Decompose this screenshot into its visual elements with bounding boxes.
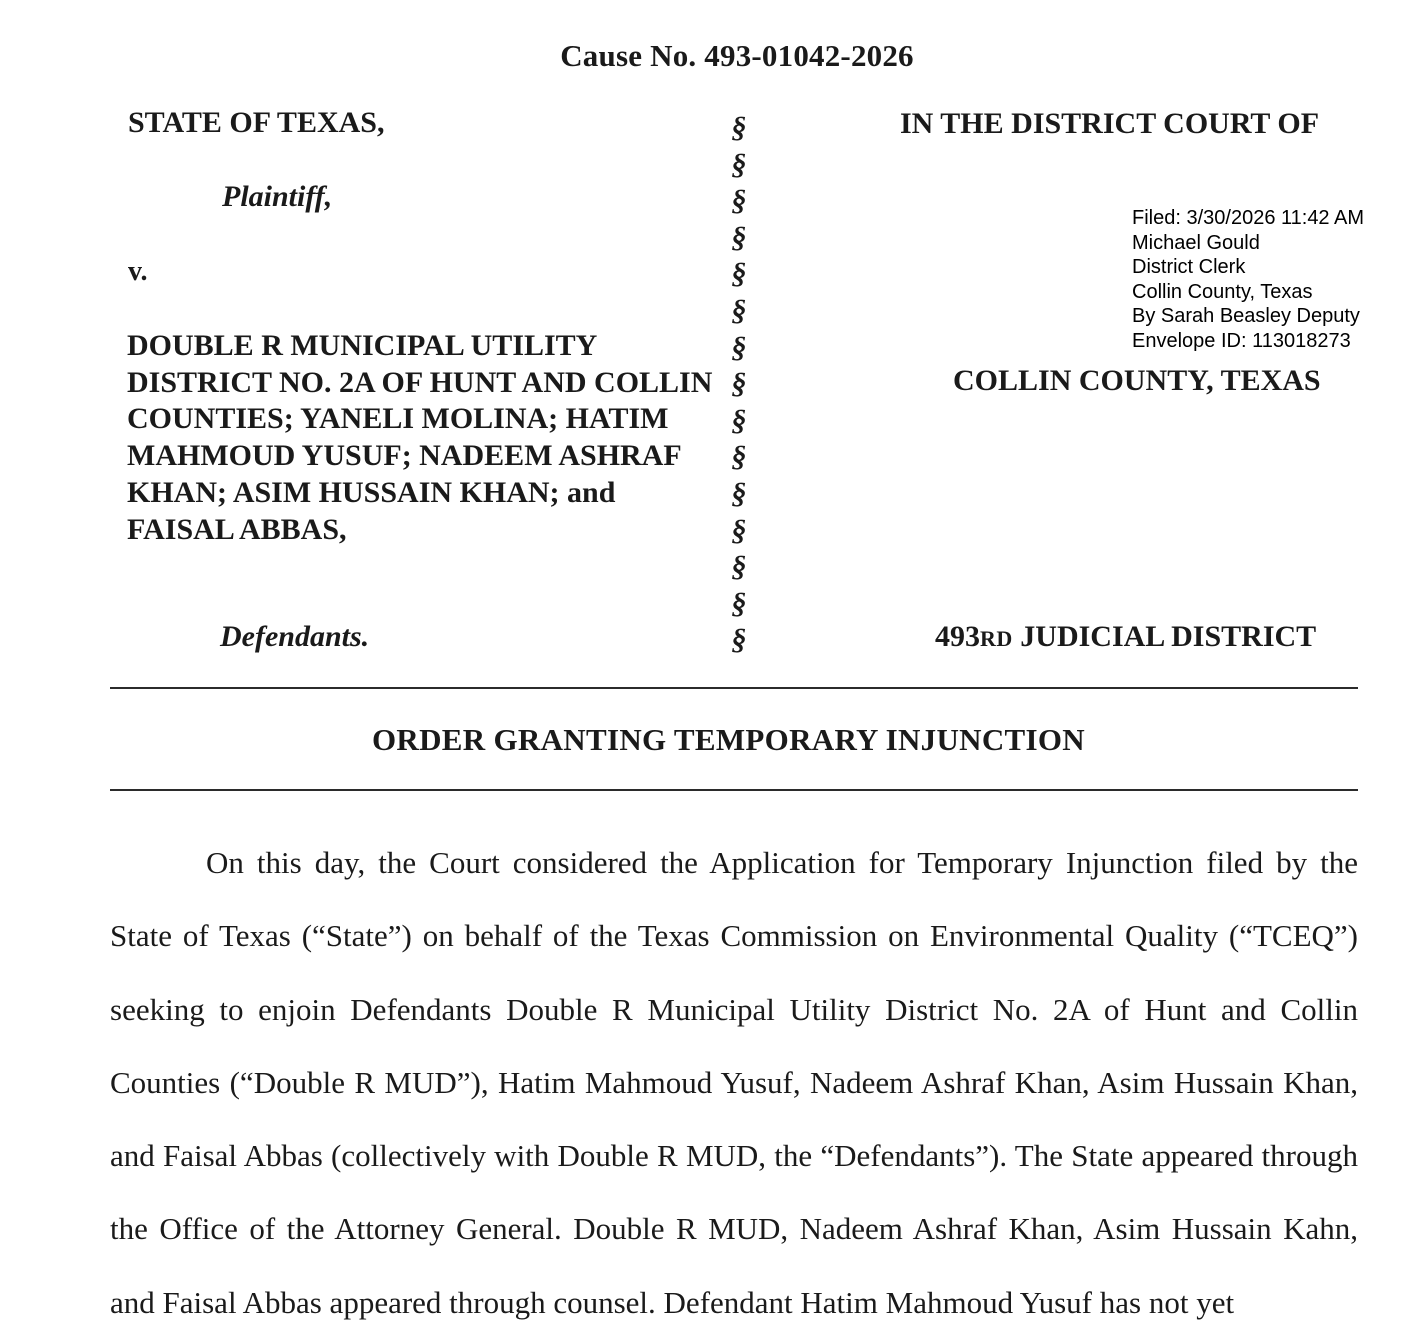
- section-symbol: §: [731, 293, 747, 327]
- section-symbol: §: [731, 184, 747, 218]
- court-name-line: IN THE DISTRICT COURT OF: [900, 107, 1320, 140]
- section-symbol: §: [731, 440, 747, 474]
- order-body-paragraph: On this day, the Court considered the Application for Temporary Injunction filed by the State of Texas (“State”) on behalf of the Texas Commission on Environmental Quality (“TCEQ”) seeking to enjoin Defendants Double R Municipal Utility District No. 2A of Hunt and Collin Counties (“Double R MUD”), Hatim Mahmoud Yusuf, Nadeem Ashraf Khan, Asim Hussain Khan, and Faisal Abbas (collectively with Double R MUD, the “Defendants”). The State appeared through the Office of the Attorney General. Double R MUD, Nadeem Ashraf Khan, Asim Hussain Kahn, and Faisal Abbas appeared through counsel. Defendant Hatim Mahmoud Yusuf has not yet: [110, 845, 1358, 1320]
- filed-date: Filed: 3/30/2026 11:42 AM: [1132, 207, 1365, 229]
- section-symbol: §: [731, 367, 747, 401]
- section-symbol: §: [731, 111, 747, 144]
- section-symbol: §: [731, 513, 747, 547]
- court-county-line: COLLIN COUNTY, TEXAS: [953, 364, 1321, 397]
- judicial-district-line: [935, 620, 1316, 654]
- section-symbol: §: [731, 476, 747, 510]
- section-symbol: §: [731, 623, 747, 657]
- section-symbol: §: [731, 550, 747, 584]
- section-symbol: §: [731, 330, 747, 364]
- cause-number: Cause No. 493-01042-2026: [560, 38, 914, 73]
- section-symbol: §: [731, 403, 747, 437]
- section-symbol: §: [731, 147, 747, 181]
- title-divider-bottom: [110, 789, 1358, 791]
- section-symbol: §: [731, 586, 747, 620]
- envelope-id: Envelope ID: 113018273: [1132, 329, 1351, 352]
- clerk-title: District Clerk: [1132, 256, 1246, 278]
- defendants-names: DOUBLE R MUNICIPAL UTILITY DISTRICT NO. 2A OF HUNT AND COLLIN COUNTIES; YANELI MOLINA; HATIM MAHMOUD YUSUF; NADEEM ASHRAF KHAN; ASIM HUSSAIN KHAN; and FAISAL ABBAS,: [127, 329, 713, 546]
- district-label: JUDICIAL DISTRICT: [1012, 620, 1317, 653]
- plaintiff-name: STATE OF TEXAS,: [128, 106, 385, 139]
- versus-label: v.: [128, 256, 148, 287]
- plaintiff-label: Plaintiff,: [222, 180, 333, 213]
- deputy-name: By Sarah Beasley Deputy: [1132, 305, 1360, 327]
- title-divider-top: [110, 687, 1358, 689]
- defendants-label: Defendants.: [220, 620, 370, 653]
- district-number: 493: [935, 620, 980, 653]
- clerk-name: Michael Gould: [1132, 231, 1260, 254]
- filing-stamp: [1132, 206, 1364, 353]
- clerk-county: Collin County, Texas: [1132, 280, 1313, 303]
- section-symbol: §: [731, 220, 747, 254]
- section-symbol-column: [724, 110, 754, 659]
- section-symbol: §: [731, 257, 747, 291]
- district-ordinal-suffix: RD: [980, 626, 1013, 651]
- order-title: ORDER GRANTING TEMPORARY INJUNCTION: [372, 722, 1085, 757]
